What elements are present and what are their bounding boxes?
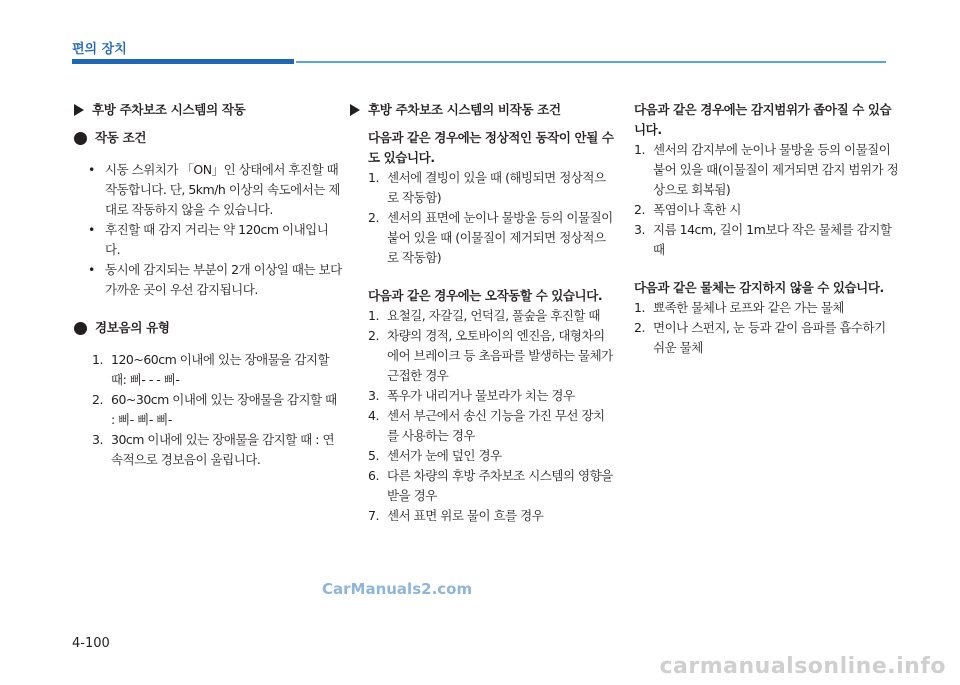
list-item [634, 220, 900, 260]
list-text: 센서가 눈에 덮인 경우 [387, 448, 502, 463]
no-operation-intro: 다음과 같은 경우에는 정상적인 동작이 안될 수도 있습니다. [368, 130, 614, 165]
list-text: 센서의 표면에 눈이나 물방울 등의 이물질이 붙어 있을 때 (이물질이 제거되면 정상적으로 작동함) [387, 210, 613, 265]
column-1 [74, 100, 342, 470]
list-text: 센서의 감지부에 눈이나 물방울 등의 이물질이 붙어 있을 때(이물질이 제거되면 감지 범위가 정상으로 회복됨) [653, 142, 899, 197]
list-number: 1. [368, 170, 379, 185]
list-text: 요철길, 자갈길, 언덕길, 풀숲을 후진할 때 [387, 308, 600, 323]
list-text: 센서에 결빙이 있을 때 (해빙되면 정상적으로 작동함) [387, 170, 606, 205]
list-number: 3. [368, 388, 379, 403]
conditions-list [74, 160, 342, 300]
list-text: 폭염이나 혹한 시 [653, 202, 741, 217]
list-item [92, 430, 342, 470]
list-text: 다른 차량의 후방 주차보조 시스템의 영향을 받을 경우 [387, 468, 613, 503]
section-title: 편의 장치 [72, 42, 127, 57]
list-text: 센서 표면 위로 물이 흐를 경우 [387, 508, 544, 523]
list-text: 폭우가 내리거나 물보라가 치는 경우 [387, 388, 575, 403]
triangle-marker-icon [74, 104, 84, 116]
operation-heading-text: 후방 주차보조 시스템의 작동 [92, 102, 246, 117]
non-operation-body [350, 128, 615, 526]
range-reduction-list [634, 140, 900, 260]
undetected-objects-intro: 다음과 같은 물체는 감지하지 않을 수 있습니다. [634, 280, 884, 295]
list-number: 2. [368, 210, 379, 225]
undetected-objects-list [634, 298, 900, 358]
list-item [634, 298, 900, 318]
list-number: 3. [634, 222, 645, 237]
page-number: 4-100 [72, 636, 110, 651]
list-item [368, 406, 615, 446]
list-text: 차량의 경적, 오토바이의 엔진음, 대형차의 에어 브레이크 등 초음파를 발생하는 물체가 근접한 경우 [387, 328, 613, 383]
list-item [368, 506, 615, 526]
malfunction-list [368, 306, 615, 526]
circle-marker-icon [74, 322, 87, 335]
column-2 [350, 100, 615, 526]
list-number: 1. [368, 308, 379, 323]
list-number: 2. [92, 392, 103, 407]
no-operation-list [368, 168, 615, 268]
list-item: • 시동 스위치가 「ON」인 상태에서 후진할 때 작동합니다. 단, 5km/h 이상의 속도에서는 제대로 작동하지 않을 수 있습니다. [88, 160, 342, 220]
conditions-subheading-text: 작동 조건 [95, 130, 147, 145]
list-text: 60~30cm 이내에 있는 장애물을 감지할 때 : 삐- 삐- 삐- [111, 392, 337, 427]
list-item [368, 168, 615, 208]
list-item [92, 390, 342, 430]
list-item [368, 386, 615, 406]
list-item [368, 306, 615, 326]
list-number: 7. [368, 508, 379, 523]
list-number: 1. [634, 300, 645, 315]
list-item [634, 200, 900, 220]
non-operation-heading-text: 후방 주차보조 시스템의 비작동 조건 [368, 102, 561, 117]
list-text: 120~60cm 이내에 있는 장애물을 감지할 때: 삐- - - 삐- [111, 352, 330, 387]
site-watermark: CarManuals2.com [322, 580, 473, 598]
list-number: 5. [368, 448, 379, 463]
conditions-subheading [74, 128, 342, 148]
warning-types-subheading-text: 경보음의 유형 [95, 320, 170, 335]
warning-types-list [74, 350, 342, 470]
list-item [634, 318, 900, 358]
triangle-marker-icon [350, 104, 360, 116]
list-number: 1. [92, 352, 103, 367]
header-rule [296, 61, 886, 63]
list-number: 3. [92, 432, 103, 447]
list-item [368, 208, 615, 268]
footer-watermark: carmanualsonline.info [659, 654, 946, 679]
column-3 [634, 100, 900, 358]
list-text: 30cm 이내에 있는 장애물을 감지할 때 : 연속적으로 경보음이 울립니다. [111, 432, 335, 467]
list-number: 6. [368, 468, 379, 483]
list-item [368, 466, 615, 506]
list-item: • 후진할 때 감지 거리는 약 120cm 이내입니다. [88, 220, 342, 260]
non-operation-heading [350, 100, 615, 120]
malfunction-intro: 다음과 같은 경우에는 오작동할 수 있습니다. [368, 288, 603, 303]
list-number: 1. [634, 142, 645, 157]
header-rule-accent [72, 59, 294, 64]
list-number: 2. [634, 320, 645, 335]
list-item [368, 326, 615, 386]
list-text: 뾰족한 물체나 로프와 같은 가는 물체 [653, 300, 844, 315]
list-item [368, 446, 615, 466]
list-text: 센서 부근에서 송신 기능을 가진 무선 장치를 사용하는 경우 [387, 408, 605, 443]
list-item [634, 140, 900, 200]
operation-heading [74, 100, 342, 120]
list-item: • 동시에 감지되는 부분이 2개 이상일 때는 보다 가까운 곳이 우선 감지됩니다. [88, 260, 342, 300]
warning-types-subheading [74, 318, 342, 338]
list-text: 지름 14cm, 길이 1m보다 작은 물체를 감지할 때 [653, 222, 892, 257]
list-text: 면이나 스펀지, 눈 등과 같이 음파를 흡수하기 쉬운 물체 [653, 320, 886, 355]
circle-marker-icon [74, 132, 87, 145]
list-number: 2. [368, 328, 379, 343]
list-item [92, 350, 342, 390]
list-number: 4. [368, 408, 379, 423]
list-number: 2. [634, 202, 645, 217]
range-reduction-intro: 다음과 같은 경우에는 감지범위가 좁아질 수 있습니다. [634, 102, 892, 137]
